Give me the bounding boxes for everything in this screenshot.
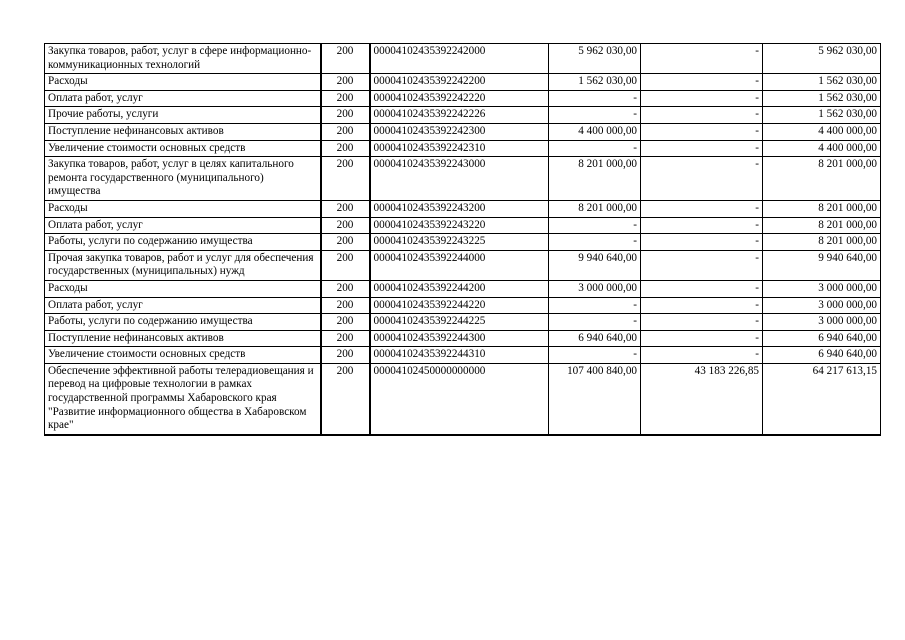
- cell-approved: -: [549, 90, 641, 107]
- cell-approved: 9 940 640,00: [549, 250, 641, 280]
- cell-line-code: 200: [321, 250, 370, 280]
- cell-line-code: 200: [321, 217, 370, 234]
- table-row: [45, 250, 881, 280]
- cell-executed: -: [641, 297, 763, 314]
- cell-name: Поступление нефинансовых активов: [45, 330, 321, 347]
- cell-line-code: 200: [321, 347, 370, 364]
- cell-executed: -: [641, 44, 763, 74]
- cell-name: Оплата работ, услуг: [45, 297, 321, 314]
- cell-line-code: 200: [321, 234, 370, 251]
- cell-executed: -: [641, 280, 763, 297]
- cell-executed: -: [641, 90, 763, 107]
- cell-name: Закупка товаров, работ, услуг в сфере информационно-коммуникационных технологий: [45, 44, 321, 74]
- cell-budget-code: 00004102435392243000: [370, 157, 549, 201]
- cell-unexecuted: 6 940 640,00: [763, 330, 881, 347]
- table-row: [45, 297, 881, 314]
- cell-approved: -: [549, 140, 641, 157]
- cell-approved: -: [549, 297, 641, 314]
- cell-budget-code: 00004102435392244300: [370, 330, 549, 347]
- cell-unexecuted: 8 201 000,00: [763, 200, 881, 217]
- cell-approved: -: [549, 314, 641, 331]
- cell-name: Закупка товаров, работ, услуг в целях капитального ремонта государственного (муниципального) имущества: [45, 157, 321, 201]
- cell-name: Работы, услуги по содержанию имущества: [45, 234, 321, 251]
- cell-unexecuted: 3 000 000,00: [763, 280, 881, 297]
- cell-unexecuted: 4 400 000,00: [763, 123, 881, 140]
- table-row: [45, 140, 881, 157]
- table-row: [45, 107, 881, 124]
- table-row: [45, 363, 881, 434]
- cell-approved: 1 562 030,00: [549, 74, 641, 91]
- cell-executed: -: [641, 74, 763, 91]
- cell-executed: -: [641, 123, 763, 140]
- cell-budget-code: 00004102435392242200: [370, 74, 549, 91]
- cell-name: Расходы: [45, 200, 321, 217]
- cell-unexecuted: 5 962 030,00: [763, 44, 881, 74]
- cell-unexecuted: 1 562 030,00: [763, 90, 881, 107]
- cell-budget-code: 00004102435392244220: [370, 297, 549, 314]
- cell-line-code: 200: [321, 200, 370, 217]
- cell-budget-code: 00004102435392243200: [370, 200, 549, 217]
- cell-unexecuted: 4 400 000,00: [763, 140, 881, 157]
- cell-line-code: 200: [321, 157, 370, 201]
- cell-budget-code: 00004102435392242310: [370, 140, 549, 157]
- cell-unexecuted: 1 562 030,00: [763, 107, 881, 124]
- table-row: [45, 280, 881, 297]
- table-row: [45, 200, 881, 217]
- cell-unexecuted: 1 562 030,00: [763, 74, 881, 91]
- table-row: [45, 234, 881, 251]
- cell-unexecuted: 8 201 000,00: [763, 234, 881, 251]
- cell-budget-code: 00004102435392242220: [370, 90, 549, 107]
- cell-approved: -: [549, 217, 641, 234]
- table-row: [45, 330, 881, 347]
- cell-executed: -: [641, 107, 763, 124]
- cell-approved: -: [549, 107, 641, 124]
- cell-budget-code: 00004102435392244200: [370, 280, 549, 297]
- cell-executed: -: [641, 234, 763, 251]
- cell-budget-code: 00004102435392242000: [370, 44, 549, 74]
- cell-line-code: 200: [321, 140, 370, 157]
- cell-name: Оплата работ, услуг: [45, 217, 321, 234]
- cell-executed: -: [641, 140, 763, 157]
- cell-approved: 5 962 030,00: [549, 44, 641, 74]
- cell-approved: 107 400 840,00: [549, 363, 641, 434]
- cell-line-code: 200: [321, 297, 370, 314]
- cell-approved: 8 201 000,00: [549, 157, 641, 201]
- cell-line-code: 200: [321, 363, 370, 434]
- cell-executed: 43 183 226,85: [641, 363, 763, 434]
- cell-unexecuted: 8 201 000,00: [763, 157, 881, 201]
- cell-executed: -: [641, 217, 763, 234]
- cell-budget-code: 00004102450000000000: [370, 363, 549, 434]
- cell-executed: -: [641, 347, 763, 364]
- table-row: [45, 44, 881, 74]
- table-row: [45, 157, 881, 201]
- table-row: [45, 123, 881, 140]
- cell-line-code: 200: [321, 123, 370, 140]
- table-row: [45, 217, 881, 234]
- cell-budget-code: 00004102435392244225: [370, 314, 549, 331]
- cell-approved: 8 201 000,00: [549, 200, 641, 217]
- cell-executed: -: [641, 330, 763, 347]
- budget-execution-table: [44, 43, 881, 436]
- cell-name: Увеличение стоимости основных средств: [45, 140, 321, 157]
- cell-line-code: 200: [321, 44, 370, 74]
- table-row: [45, 347, 881, 364]
- table-row: [45, 314, 881, 331]
- cell-executed: -: [641, 250, 763, 280]
- cell-name: Обеспечение эффективной работы телерадиовещания и перевод на цифровые технологии в рамках государственной программы Хабаровского края "Развитие информационного общества в Хабаровском крае": [45, 363, 321, 434]
- cell-executed: -: [641, 157, 763, 201]
- cell-unexecuted: 6 940 640,00: [763, 347, 881, 364]
- cell-name: Увеличение стоимости основных средств: [45, 347, 321, 364]
- cell-name: Оплата работ, услуг: [45, 90, 321, 107]
- cell-approved: 4 400 000,00: [549, 123, 641, 140]
- cell-line-code: 200: [321, 107, 370, 124]
- cell-line-code: 200: [321, 280, 370, 297]
- cell-budget-code: 00004102435392243225: [370, 234, 549, 251]
- cell-budget-code: 00004102435392244000: [370, 250, 549, 280]
- cell-approved: 3 000 000,00: [549, 280, 641, 297]
- cell-name: Прочая закупка товаров, работ и услуг для обеспечения государственных (муниципальных) нужд: [45, 250, 321, 280]
- table-row: [45, 74, 881, 91]
- cell-executed: -: [641, 314, 763, 331]
- cell-line-code: 200: [321, 314, 370, 331]
- cell-name: Расходы: [45, 280, 321, 297]
- cell-unexecuted: 64 217 613,15: [763, 363, 881, 434]
- cell-unexecuted: 3 000 000,00: [763, 314, 881, 331]
- cell-budget-code: 00004102435392242226: [370, 107, 549, 124]
- cell-executed: -: [641, 200, 763, 217]
- cell-approved: 6 940 640,00: [549, 330, 641, 347]
- cell-name: Прочие работы, услуги: [45, 107, 321, 124]
- cell-name: Поступление нефинансовых активов: [45, 123, 321, 140]
- cell-approved: -: [549, 347, 641, 364]
- table-body: [45, 44, 881, 435]
- cell-unexecuted: 9 940 640,00: [763, 250, 881, 280]
- cell-name: Работы, услуги по содержанию имущества: [45, 314, 321, 331]
- cell-budget-code: 00004102435392242300: [370, 123, 549, 140]
- table-row: [45, 90, 881, 107]
- cell-approved: -: [549, 234, 641, 251]
- cell-unexecuted: 8 201 000,00: [763, 217, 881, 234]
- cell-unexecuted: 3 000 000,00: [763, 297, 881, 314]
- cell-line-code: 200: [321, 74, 370, 91]
- cell-name: Расходы: [45, 74, 321, 91]
- cell-budget-code: 00004102435392244310: [370, 347, 549, 364]
- cell-line-code: 200: [321, 330, 370, 347]
- cell-line-code: 200: [321, 90, 370, 107]
- cell-budget-code: 00004102435392243220: [370, 217, 549, 234]
